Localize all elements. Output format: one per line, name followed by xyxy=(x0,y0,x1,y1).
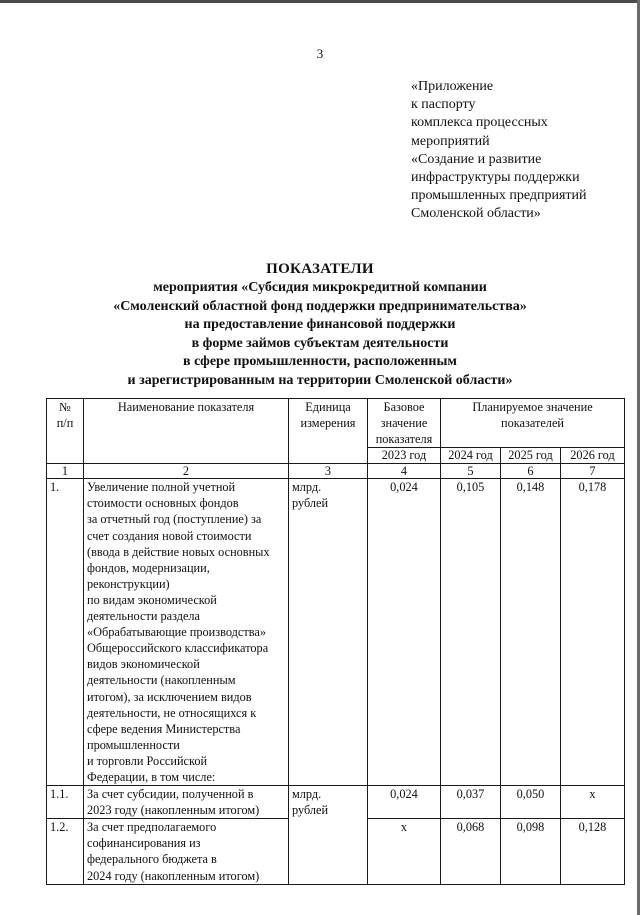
appendix-line: мероприятий xyxy=(411,133,490,149)
title-line: на предоставление финансовой поддержки xyxy=(184,317,456,333)
row-2025-value: 0,050 xyxy=(501,786,561,819)
appendix-line: Смоленской области» xyxy=(411,206,541,222)
row-name: Увеличение полной учетной стоимости основных фондов за отчетный год (поступление) за счет создания новой стоимости (ввода в действие новых основных фондов, модернизации, реконструкции) по видам экономической деятельности раздела «Обрабатывающие производства» Общероссийского классификатора видов экономической деятельности (накопленным итогом), за исключением видов деятельности, не относящихся к сфере ведения Министерства промышленности и торговли Российской Федерации, в том числе: xyxy=(84,479,289,786)
row-name: За счет предполагаемого софинансирования из федерального бюджета в 2024 году (накопленным итогом) xyxy=(84,819,289,884)
col-number: 1 xyxy=(47,464,84,479)
page-number: 3 xyxy=(316,46,324,61)
appendix-note xyxy=(411,78,621,224)
year-2024: 2024 год xyxy=(441,448,501,464)
col-number: 5 xyxy=(441,464,501,479)
title-line: мероприятия «Субсидия микрокредитной компании xyxy=(153,280,487,295)
row-base-value: 0,024 xyxy=(368,479,441,786)
row-num: 1. xyxy=(47,479,84,786)
row-num: 1.1. xyxy=(47,786,84,819)
row-num: 1.2. xyxy=(47,819,84,884)
col-number: 6 xyxy=(501,464,561,479)
row-2025-value: 0,148 xyxy=(501,479,561,786)
title-line: в сфере промышленности, расположенным xyxy=(183,354,457,370)
row-name: За счет субсидии, полученной в 2023 году (накопленным итогом) xyxy=(84,786,289,819)
appendix-line: к паспорту xyxy=(411,97,476,113)
indicators-table xyxy=(46,398,625,885)
year-base: 2023 год xyxy=(368,448,441,464)
row-unit: млрд. рублей xyxy=(289,479,368,786)
row-2026-value: 0,178 xyxy=(561,479,625,786)
column-numbers-row xyxy=(47,464,625,479)
row-unit: млрд. рублей xyxy=(289,786,368,819)
row-2024-value: 0,037 xyxy=(441,786,501,819)
row-2025-value: 0,098 xyxy=(501,819,561,884)
scan-edge-top xyxy=(0,0,640,3)
title-line: «Смоленский областной фонд поддержки предпринимательства» xyxy=(113,298,527,314)
header-planned: Планируемое значение показателей xyxy=(441,399,625,448)
header-base: Базовое значение показателя xyxy=(368,399,441,448)
col-number: 4 xyxy=(368,464,441,479)
row-base-value: х xyxy=(368,819,441,884)
appendix-line: инфраструктуры поддержки xyxy=(411,170,580,186)
row-2024-value: 0,105 xyxy=(441,479,501,786)
row-2024-value: 0,068 xyxy=(441,819,501,884)
header-num: № п/п xyxy=(47,399,84,464)
title-line: и зарегистрированным на территории Смоленской области» xyxy=(127,372,513,388)
row-2026-value: х xyxy=(561,786,625,819)
header-unit: Единица измерения xyxy=(289,399,368,464)
title-line: в форме займов субъектам деятельности xyxy=(191,335,449,351)
row-unit xyxy=(289,819,368,884)
year-2025: 2025 год xyxy=(501,448,561,464)
table-row xyxy=(47,819,625,884)
header-row xyxy=(47,399,625,448)
table-row xyxy=(47,479,625,786)
col-number: 2 xyxy=(84,464,289,479)
table-row xyxy=(47,786,625,819)
row-2026-value: 0,128 xyxy=(561,819,625,884)
document-title xyxy=(0,259,640,391)
appendix-line: «Создание и развитие xyxy=(411,151,542,167)
col-number: 3 xyxy=(289,464,368,479)
appendix-line: «Приложение xyxy=(411,79,494,94)
appendix-line: промышленных предприятий xyxy=(411,188,587,204)
header-name: Наименование показателя xyxy=(84,399,289,464)
year-2026: 2026 год xyxy=(561,448,625,464)
appendix-line: комплекса процессных xyxy=(411,115,548,131)
row-base-value: 0,024 xyxy=(368,786,441,819)
title-main: ПОКАЗАТЕЛИ xyxy=(266,261,374,277)
col-number: 7 xyxy=(561,464,625,479)
